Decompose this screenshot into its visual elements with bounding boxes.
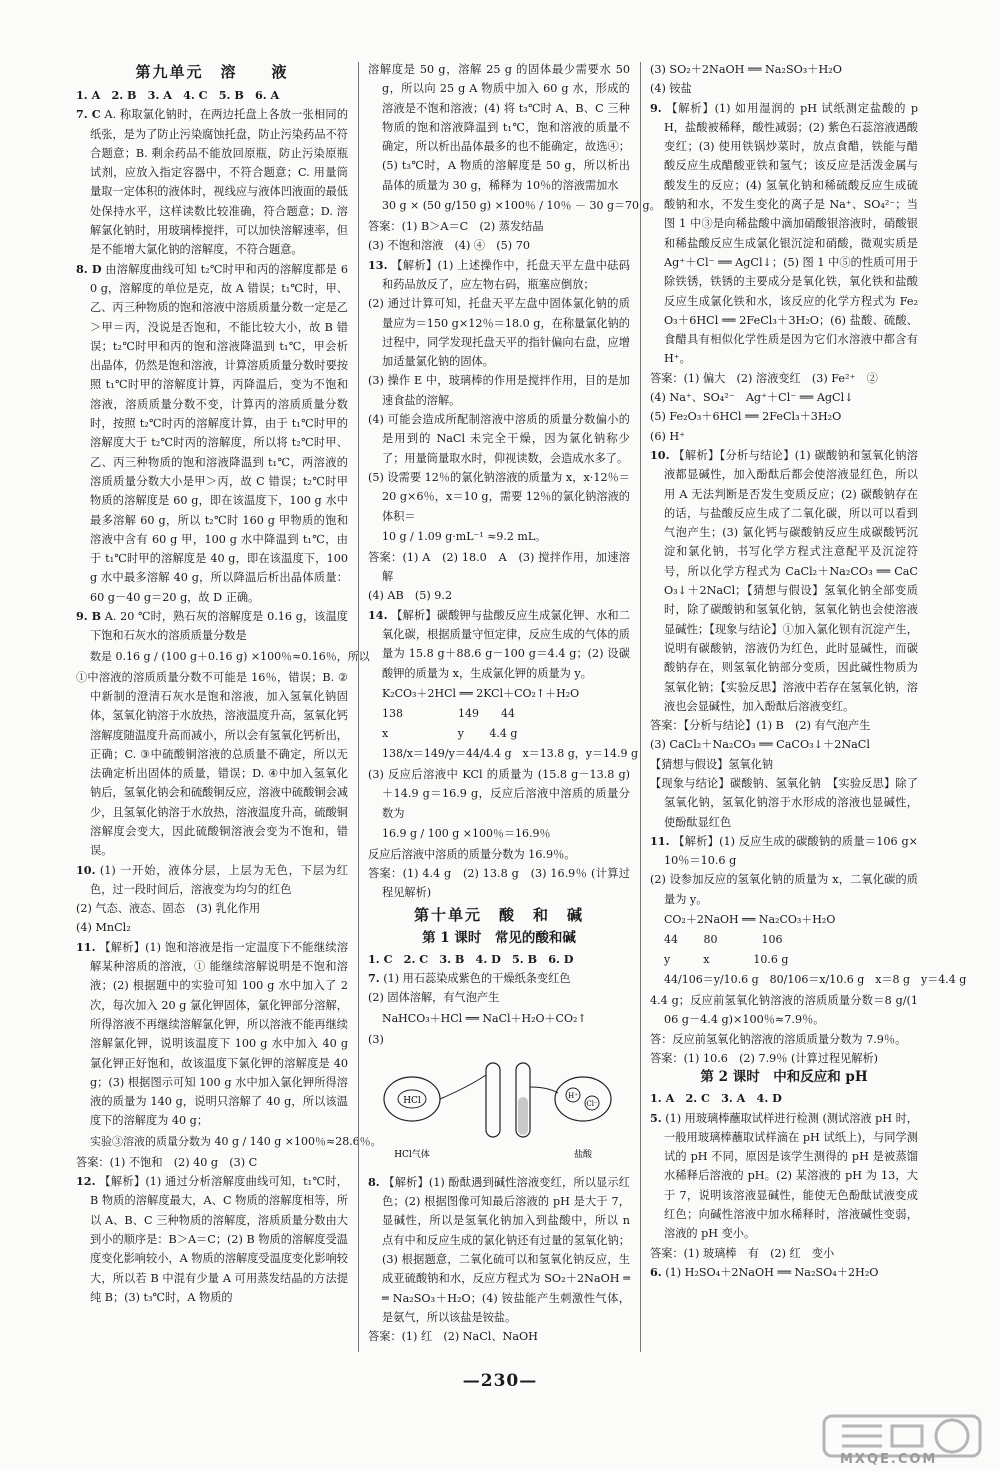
question-number: 7.	[368, 970, 380, 985]
answer-text: 【解析】(1) 通过分析溶解度曲线可知，t₁℃时，B 物质的溶解度最大，A、C 物质的溶解度相等，所以 A、B、C 三种物质的溶解度，溶质质量分数由大到小的顺序是：B＞A＝C；(2) B 物质的溶解度受温度变化影响较小，A 物质的溶解度受温度变化影响较大，所以若 B 中混有少量 A 可用蒸发结晶的方法提纯 B；(3) t₃℃时，A 物质的	[90, 1175, 348, 1304]
answer-item	[368, 606, 630, 683]
formula-line: 实验③溶液的质量分数为 40 g / 140 g ×100％≈28.6％。	[90, 1134, 382, 1148]
answer-item	[650, 388, 918, 407]
unit-heading: 第十单元 酸 和 碱	[413, 905, 584, 924]
answer-text: 答案：(1) 4.4 g (2) 13.8 g (3) 16.9％ (计算过程见解析)	[368, 867, 630, 900]
answer-item	[368, 217, 630, 236]
formula-line: 数是 0.16 g / (100 g＋0.16 g) ×100％≈0.16％，所以	[90, 649, 370, 663]
answer-item	[368, 864, 630, 903]
answer-item	[650, 1244, 918, 1263]
answer-item	[368, 60, 630, 195]
answer-item	[368, 969, 630, 988]
answer-item	[76, 607, 348, 646]
answer-item	[650, 716, 918, 735]
answer-text: (4) MnCl₂	[76, 921, 131, 935]
formula-line: CO₂＋2NaOH ══ Na₂CO₃＋H₂O	[664, 913, 836, 927]
answer-item	[76, 1172, 348, 1307]
answer-text: 【猜想与假设】氢氧化钠	[650, 757, 774, 771]
formula-line: y x 10.6 g	[664, 953, 789, 967]
answer-text: A. 20 ℃时，熟石灰的溶解度是 0.16 g，该温度下饱和石灰水的溶质质量分数是	[90, 610, 348, 643]
answer-item	[76, 899, 348, 918]
formula-line: K₂CO₃＋2HCl ══ 2KCl＋CO₂↑＋H₂O	[382, 686, 580, 700]
answer-text: 【解析】(1) 饱和溶液是指一定温度下不能继续溶解某种溶质的溶液，① 能继续溶解说明是不饱和溶液；(2) 根据题中的实验可知 100 g 水中加入了 2 次，每次加入 20 g 氯化钾固体，氯化钾部分溶解，所得溶液不再继续溶解氯化钾，所以溶液不能再继续溶解氯化钾，说明该温度下 100 g 水中加入 40 g 氯化钾正好饱和，故该温度下氯化钾的溶解度是 40 g；(3) 根据图示可知 100 g 水中加入氯化钾所得溶液的质量为 140 g，说明只溶解了 40 g，所以该温度下的溶解度为 40 g；	[90, 940, 349, 1128]
answer-text: (3) SO₂＋2NaOH ══ Na₂SO₃＋H₂O	[650, 63, 842, 76]
column-divider	[358, 62, 359, 1352]
question-number: 13.	[368, 257, 388, 272]
answer-item	[650, 735, 918, 754]
question-number: 10.	[76, 862, 96, 877]
question-number: 14.	[368, 607, 388, 622]
answer-text: 4.4 g；反应前氢氧化钠溶液的溶质质量分数＝8 g/(106 g－4.4 g)×100％≈7.9％。	[650, 994, 918, 1027]
answer-text: (1) H₂SO₄＋2NaOH ══ Na₂SO₄＋2H₂O	[665, 1265, 879, 1279]
answer-text: (3)	[368, 1032, 384, 1046]
answer-item	[368, 256, 630, 295]
formula-line: 138/x＝149/y＝44/4.4 g x＝13.8 g，y＝14.9 g	[382, 746, 639, 760]
choice-answers: 1. A 2. C 3. A 4. D	[650, 1091, 782, 1106]
answer-item	[76, 1153, 348, 1172]
answer-text: 答案：(1) 偏大 (2) 溶液变红 (3) Fe²⁺ ②	[650, 371, 878, 385]
answer-text: 答案：【分析与结论】(1) B (2) 有气泡产生	[650, 719, 871, 733]
test-tube-figure	[368, 1057, 630, 1165]
answer-text: (4) 铵盐	[650, 82, 692, 96]
answer-text: 答案：(1) 不饱和 (2) 40 g (3) C	[76, 1155, 258, 1169]
answer-text: A. 称取氯化钠时，在两边托盘上各放一张相同的纸张，是为了防止污染腐蚀托盘，防止污染药品不符合题意；B. 剩余药品不能放回原瓶，防止污染原瓶试剂，应放入指定容器中，不符合题意；C. 用量筒量取一定体积的液体时，视线应与液体凹液面的最低处保持水平，这样读数比较准确，符合题意；D. 溶解氯化钠时，用玻璃棒搅拌，可以加快溶解速率，但是不能增大氯化钠的溶解度，不符合题意。	[90, 108, 349, 257]
answer-item	[650, 99, 918, 369]
answer-text: (3) 不饱和溶液 (4) ④ (5) 70	[368, 239, 530, 253]
answer-text: (6) H⁺	[650, 429, 686, 443]
answer-text: (4) 可能会造成所配制溶液中溶质的质量分数偏小的是用到的 NaCl 未完全干燥，因为氯化钠称少了；用量筒量取水时，仰视读数，会造成水多了。	[368, 413, 630, 465]
answer-text: (2) 气态、液态、固态 (3) 乳化作用	[76, 902, 261, 916]
answer-item	[368, 236, 630, 255]
answer-text: (2) 通过计算可知，托盘天平左盘中固体氯化钠的质量应为＝150 g×12％＝18.0 g，在称量氯化钠的过程中，同学发现托盘天平的指针偏向右盘，应增加适量氯化钠的固体。	[368, 297, 630, 369]
answer-item	[368, 845, 630, 864]
lesson-heading: 第 1 课时 常见的酸和碱	[422, 929, 576, 946]
answer-text: 由溶解度曲线可知 t₂℃时甲和丙的溶解度都是 60 g，溶解度的单位是克，故 A 错误；t₁℃时，甲、乙、丙三种物质的饱和溶液中溶质质量分数一定是乙＞甲＝丙，没说是否饱和，不能比较大小，故 B 错误；t₂℃时甲和丙的饱和溶液降温到 t₁℃，甲会析出晶体，仍然是饱和溶液，计算溶质质量分数时要按照 t₁℃时甲的溶解度计算，丙降温后，变为不饱和溶液，溶质质量分数不变，计算丙的溶质质量分数时，按照 t₂℃时丙的溶解度计算，由于 t₁℃时甲的溶解度大于 t₂℃时丙的溶解度，所以将 t₂℃时甲、乙、丙三种物质的饱和溶液降温到 t₁℃，两溶液的溶质质量分数大小是甲＞丙，故 C 错误；t₂℃时甲物质的溶解度是 60 g，即在该温度下，100 g 水中最多溶解 60 g，所以 t₂℃时 160 g 甲物质的饱和溶液中含有 60 g 甲，100 g 水中降温到 t₁℃，由于 t₁℃时甲的溶解度是 40 g，即在该温度下，100 g 水中最多溶解 40 g，所以降温后析出晶体质量：60 g－40 g＝20 g，故 D 正确。	[90, 262, 348, 604]
formula-line: NaHCO₃＋HCl ══ NaCl＋H₂O＋CO₂↑	[382, 1011, 587, 1025]
answer-item	[650, 832, 918, 871]
question-number: 10.	[650, 447, 670, 462]
answer-item	[368, 586, 630, 605]
question-number: 6.	[650, 1264, 662, 1279]
answer-item	[650, 1030, 918, 1049]
answer-item	[368, 1030, 630, 1049]
h-ion-label: H⁺	[568, 1091, 578, 1100]
formula-line: 44/106＝y/10.6 g 80/106＝x/10.6 g x＝8 g y＝4.4 g	[664, 973, 967, 987]
answer-text: (2) 固体溶解，有气泡产生	[368, 991, 500, 1005]
answer-text: (5) Fe₂O₃＋6HCl ══ 2FeCl₃＋3H₂O	[650, 410, 842, 424]
answer-item	[650, 1263, 918, 1282]
hcl-gas-caption: HCl气体	[394, 1149, 430, 1160]
answer-item	[650, 755, 918, 774]
question-number: 5.	[650, 1110, 662, 1125]
answer-text: (1) 一开始，液体分层，上层为无色，下层为红色，过一段时间后，溶液变为均匀的红色	[90, 863, 348, 896]
answer-text: 答案：(1) 红 (2) NaCl、NaOH	[368, 1330, 538, 1344]
unit-heading: 第九单元 溶 液	[135, 63, 289, 81]
question-number: 8.	[368, 1174, 380, 1189]
formula-line: 16.9 g / 100 g ×100％＝16.9％	[382, 826, 551, 840]
answer-text: (5) 设需要 12％的氯化钠溶液的质量为 x，x·12％＝20 g×6％，x＝10 g，需要 12％的氯化钠溶液的体积＝	[368, 470, 630, 523]
answer-item	[650, 79, 918, 98]
column-divider	[640, 62, 641, 1352]
answer-text: (4) AB (5) 9.2	[368, 589, 453, 603]
answer-text: (4) Na⁺、SO₄²⁻ Ag⁺＋Cl⁻ ══ AgCl↓	[650, 391, 854, 405]
answer-text: 答案：(1) 10.6 (2) 7.9％ (计算过程见解析)	[650, 1051, 879, 1065]
choice-answers: 1. A 2. B 3. A 4. C 5. B 6. A	[76, 88, 280, 102]
answer-item	[368, 548, 630, 587]
answer-text: 【解析】【分析与结论】(1) 碳酸钠和氢氧化钠溶液都显碱性，加入酚酞后都会使溶液显红色，所以用 A 无法判断是否发生变质反应；(2) 碳酸钠存在的话，与盐酸反应生成了二氧化碳，所以可以看到气泡产生；(3) 氯化钙与碳酸钠反应生成碳酸钙沉淀和氯化钠，书写化学方程式注意配平及沉淀符号，所以化学方程式为 CaCl₂＋Na₂CO₃ ══ CaCO₃↓＋2NaCl；【猜想与假设】氢氧化钠全部变质时，除了碳酸钠和氢氧化钠，氢氧化钠也会使溶液显碱性；【现象与结论】①加入氯化钡有沉淀产生，说明有碳酸钠，溶液仍为红色，此时显碱性，而碳酸钠存在，则氢氧化钠部分变质，因此碱性物质为氢氧化钠；【实验反思】溶液中若存在氢氧化钠，溶液也会显碱性，加入酚酞后溶液变红。	[664, 448, 918, 713]
answer-text: 【解析】(1) 上述操作中，托盘天平左盘中砝码和药品放反了，应左物右码，瓶塞应倒放；	[382, 258, 630, 291]
answer-item	[368, 1327, 630, 1346]
answer-item	[76, 918, 348, 937]
answer-item	[650, 1109, 918, 1244]
answer-text: 答案：(1) B＞A＝C (2) 蒸发结晶	[368, 220, 544, 234]
answer-text: 答：反应前氢氧化钠溶液的溶质质量分数为 7.9％。	[650, 1032, 907, 1046]
answer-item	[368, 988, 630, 1007]
answer-text: 【解析】碳酸钾与盐酸反应生成氯化钾、水和二氧化碳，根据质量守恒定律，反应生成的气体的质量为 15.8 g＋88.6 g－100 g＝4.4 g；(2) 设碳酸钾的质量为 x，生成氯化钾的质量为 y。	[382, 608, 630, 680]
answer-text: 【解析】(1) 反应生成的碳酸钠的质量＝106 g×10％＝10.6 g	[664, 834, 918, 868]
answer-item	[76, 668, 348, 861]
cl-ion-label: Cl⁻	[586, 1099, 598, 1108]
answer-item	[650, 870, 918, 909]
answer-item	[368, 1173, 630, 1327]
answer-item	[650, 60, 918, 79]
answer-text: 【解析】(1) 酚酞遇到碱性溶液变红，所以显示红色；(2) 根据图像可知最后溶液的 pH 是大于 7，显碱性，所以是氢氧化钠加入到盐酸中，所以 n 点有中和反应生成的氯化钠还有过量的氢氧化钠；(3) 根据题意，二氧化硫可以和氢氧化钠反应，生成亚硫酸钠和水，反应方程式为 SO₂＋2NaOH ══ Na₂SO₃＋H₂O；(4) 铵盐能产生刺激性气体，是氨气，所以该盐是铵盐。	[382, 1175, 630, 1324]
answer-text: (3) 操作 E 中，玻璃棒的作用是搅拌作用，目的是加速食盐的溶解。	[368, 374, 630, 407]
answer-text: 【解析】(1) 如用湿润的 pH 试纸测定盐酸的 pH，盐酸被稀释，酸性减弱；(2) 紫色石蕊溶液遇酸变红；(3) 使用铁锅炒菜时，放点食醋，铁能与醋酸反应生成醋酸亚铁和氢气；该反应是活泼金属与酸发生的反应；(4) 氢氧化钠和稀硫酸反应生成硫酸钠和水，不发生变化的离子是 Na⁺、SO₄²⁻；当图 1 中③是向稀盐酸中滴加硝酸银溶液时，硝酸银和稀盐酸反应生成氯化银沉淀和硝酸，微观实质是 Ag⁺＋Cl⁻ ══ AgCl↓；(5) 图 1 中⑤的性质可用于除铁锈，铁锈的主要成分是氧化铁，氧化铁和盐酸反应生成氯化铁和水，该反应的化学方程式为 Fe₂O₃＋6HCl ══ 2FeCl₃＋3H₂O；(6) 盐酸、硫酸、食醋具有相似化学性质是因为它们水溶液中都含有 H⁺。	[664, 101, 919, 366]
formula-line: 30 g × (50 g/150 g) ×100％ / 10％ － 30 g＝70 g。	[382, 199, 661, 213]
answer-item	[650, 446, 918, 716]
lesson-heading: 第 2 课时 中和反应和 pH	[700, 1069, 868, 1086]
test-tube-diagram	[368, 1057, 630, 1165]
answer-item	[76, 260, 348, 607]
answer-item	[650, 427, 918, 446]
answer-item	[76, 105, 348, 259]
answer-text: 溶解度是 50 g，溶解 25 g 的固体最少需要水 50 g，所以向 25 g A 物质中加入 60 g 水，形成的溶液是不饱和溶液；(4) 将 t₃℃时 A、B、C 三种物质的饱和溶液降温到 t₁℃，饱和溶液的质量不确定，所以析出晶体最多的也不能确定，故选④；(5) t₃℃时，A 物质的溶解度是 50 g，所以析出晶体的质量为 30 g，稀释为 10％的溶液需加水	[368, 63, 630, 192]
question-number: 11.	[76, 939, 96, 954]
answer-item	[650, 774, 918, 832]
answer-item	[368, 468, 630, 526]
answer-item	[368, 371, 630, 410]
choice-answers: 1. C 2. C 3. B 4. D 5. B 6. D	[368, 951, 574, 966]
answer-text: (1) 用石蕊染成紫色的干燥纸条变红色	[383, 971, 571, 985]
formula-line: x y 4.4 g	[382, 726, 518, 740]
answer-item	[650, 407, 918, 426]
answer-item	[368, 410, 630, 468]
question-number: 8. D	[76, 261, 102, 276]
hcl-molecule-label: HCl	[403, 1095, 421, 1106]
page-number: —230—	[462, 1371, 538, 1391]
answer-text: (2) 设参加反应的氢氧化钠的质量为 x，二氧化碳的质量为 y。	[650, 873, 918, 906]
answer-text: 【现象与结论】碳酸钠、氢氧化钠 【实验反思】除了氢氧化钠，氢氧化钠溶于水形成的溶液也显碱性，使酚酞显红色	[650, 776, 918, 829]
question-number: 12.	[76, 1174, 96, 1189]
watermark-text: MXQE.COM	[840, 1452, 938, 1467]
answer-item	[368, 294, 630, 371]
answer-text: (3) CaCl₂＋Na₂CO₃ ══ CaCO₃↓＋2NaCl	[650, 738, 870, 752]
formula-line: 10 g / 1.09 g·mL⁻¹ ≈9.2 mL。	[382, 529, 547, 543]
question-number: 11.	[650, 833, 670, 848]
formula-line: 44 80 106	[664, 933, 783, 947]
hydrochloric-acid-caption: 盐酸	[573, 1149, 593, 1160]
answer-text: (3) 反应后溶液中 KCl 的质量为 (15.8 g－13.8 g)＋14.9 g＝16.9 g，反应后溶液中溶质的质量分数为	[368, 767, 630, 820]
question-number: 9. B	[76, 609, 102, 624]
answer-item	[368, 765, 630, 823]
formula-line: 138 149 44	[382, 706, 515, 720]
answer-item	[650, 1049, 918, 1068]
answer-text: 答案：(1) A (2) 18.0 A (3) 搅拌作用，加速溶解	[368, 550, 630, 584]
answer-text: 答案：(1) 玻璃棒 有 (2) 红 变小	[650, 1246, 835, 1260]
answer-item	[650, 991, 918, 1030]
answer-item	[76, 938, 348, 1131]
answer-text: ①中溶液的溶质质量分数不可能是 16％，错误；B. ②中新制的澄清石灰水是饱和溶液，加入氢氧化钠固体，氢氧化钠溶于水放热，溶液温度升高，氢氧化钙溶解度随温度升高而减小，所以会有氢氧化钙析出，正确；C. ③中硫酸铜溶液的总质量不确定，所以无法确定析出固体的质量，错误；D. ④中加入氢氧化钠后，氢氧化钠会和硫酸铜反应，溶液中硫酸铜会减少，且氢氧化钠溶于水放热，溶液温度升高，硫酸铜溶解度会变大，因此硫酸铜溶液会变为不饱和，错误。	[76, 670, 348, 858]
answer-item	[76, 861, 348, 900]
column-right	[650, 60, 967, 1360]
question-number: 9.	[650, 100, 662, 115]
answer-text: (1) 用玻璃棒蘸取试样进行检测 (测试溶液 pH 时，一般用玻璃棒蘸取试样滴在 pH 试纸上)，与同学测试的 pH 不同，原因是该学生测得的 pH 是被蒸馏水稀释后溶液的 pH。(2) 某溶液的 pH 为 13，大于 7，说明该溶液显碱性，能使无色酚酞试液变成红色；向碱性溶液中加水稀释时，溶液碱性变弱，溶液的 pH 变小。	[664, 1111, 918, 1241]
question-number: 7. C	[76, 107, 101, 122]
answer-item	[650, 369, 918, 388]
answer-text: 反应后溶液中溶质的质量分数为 16.9％。	[368, 847, 576, 861]
